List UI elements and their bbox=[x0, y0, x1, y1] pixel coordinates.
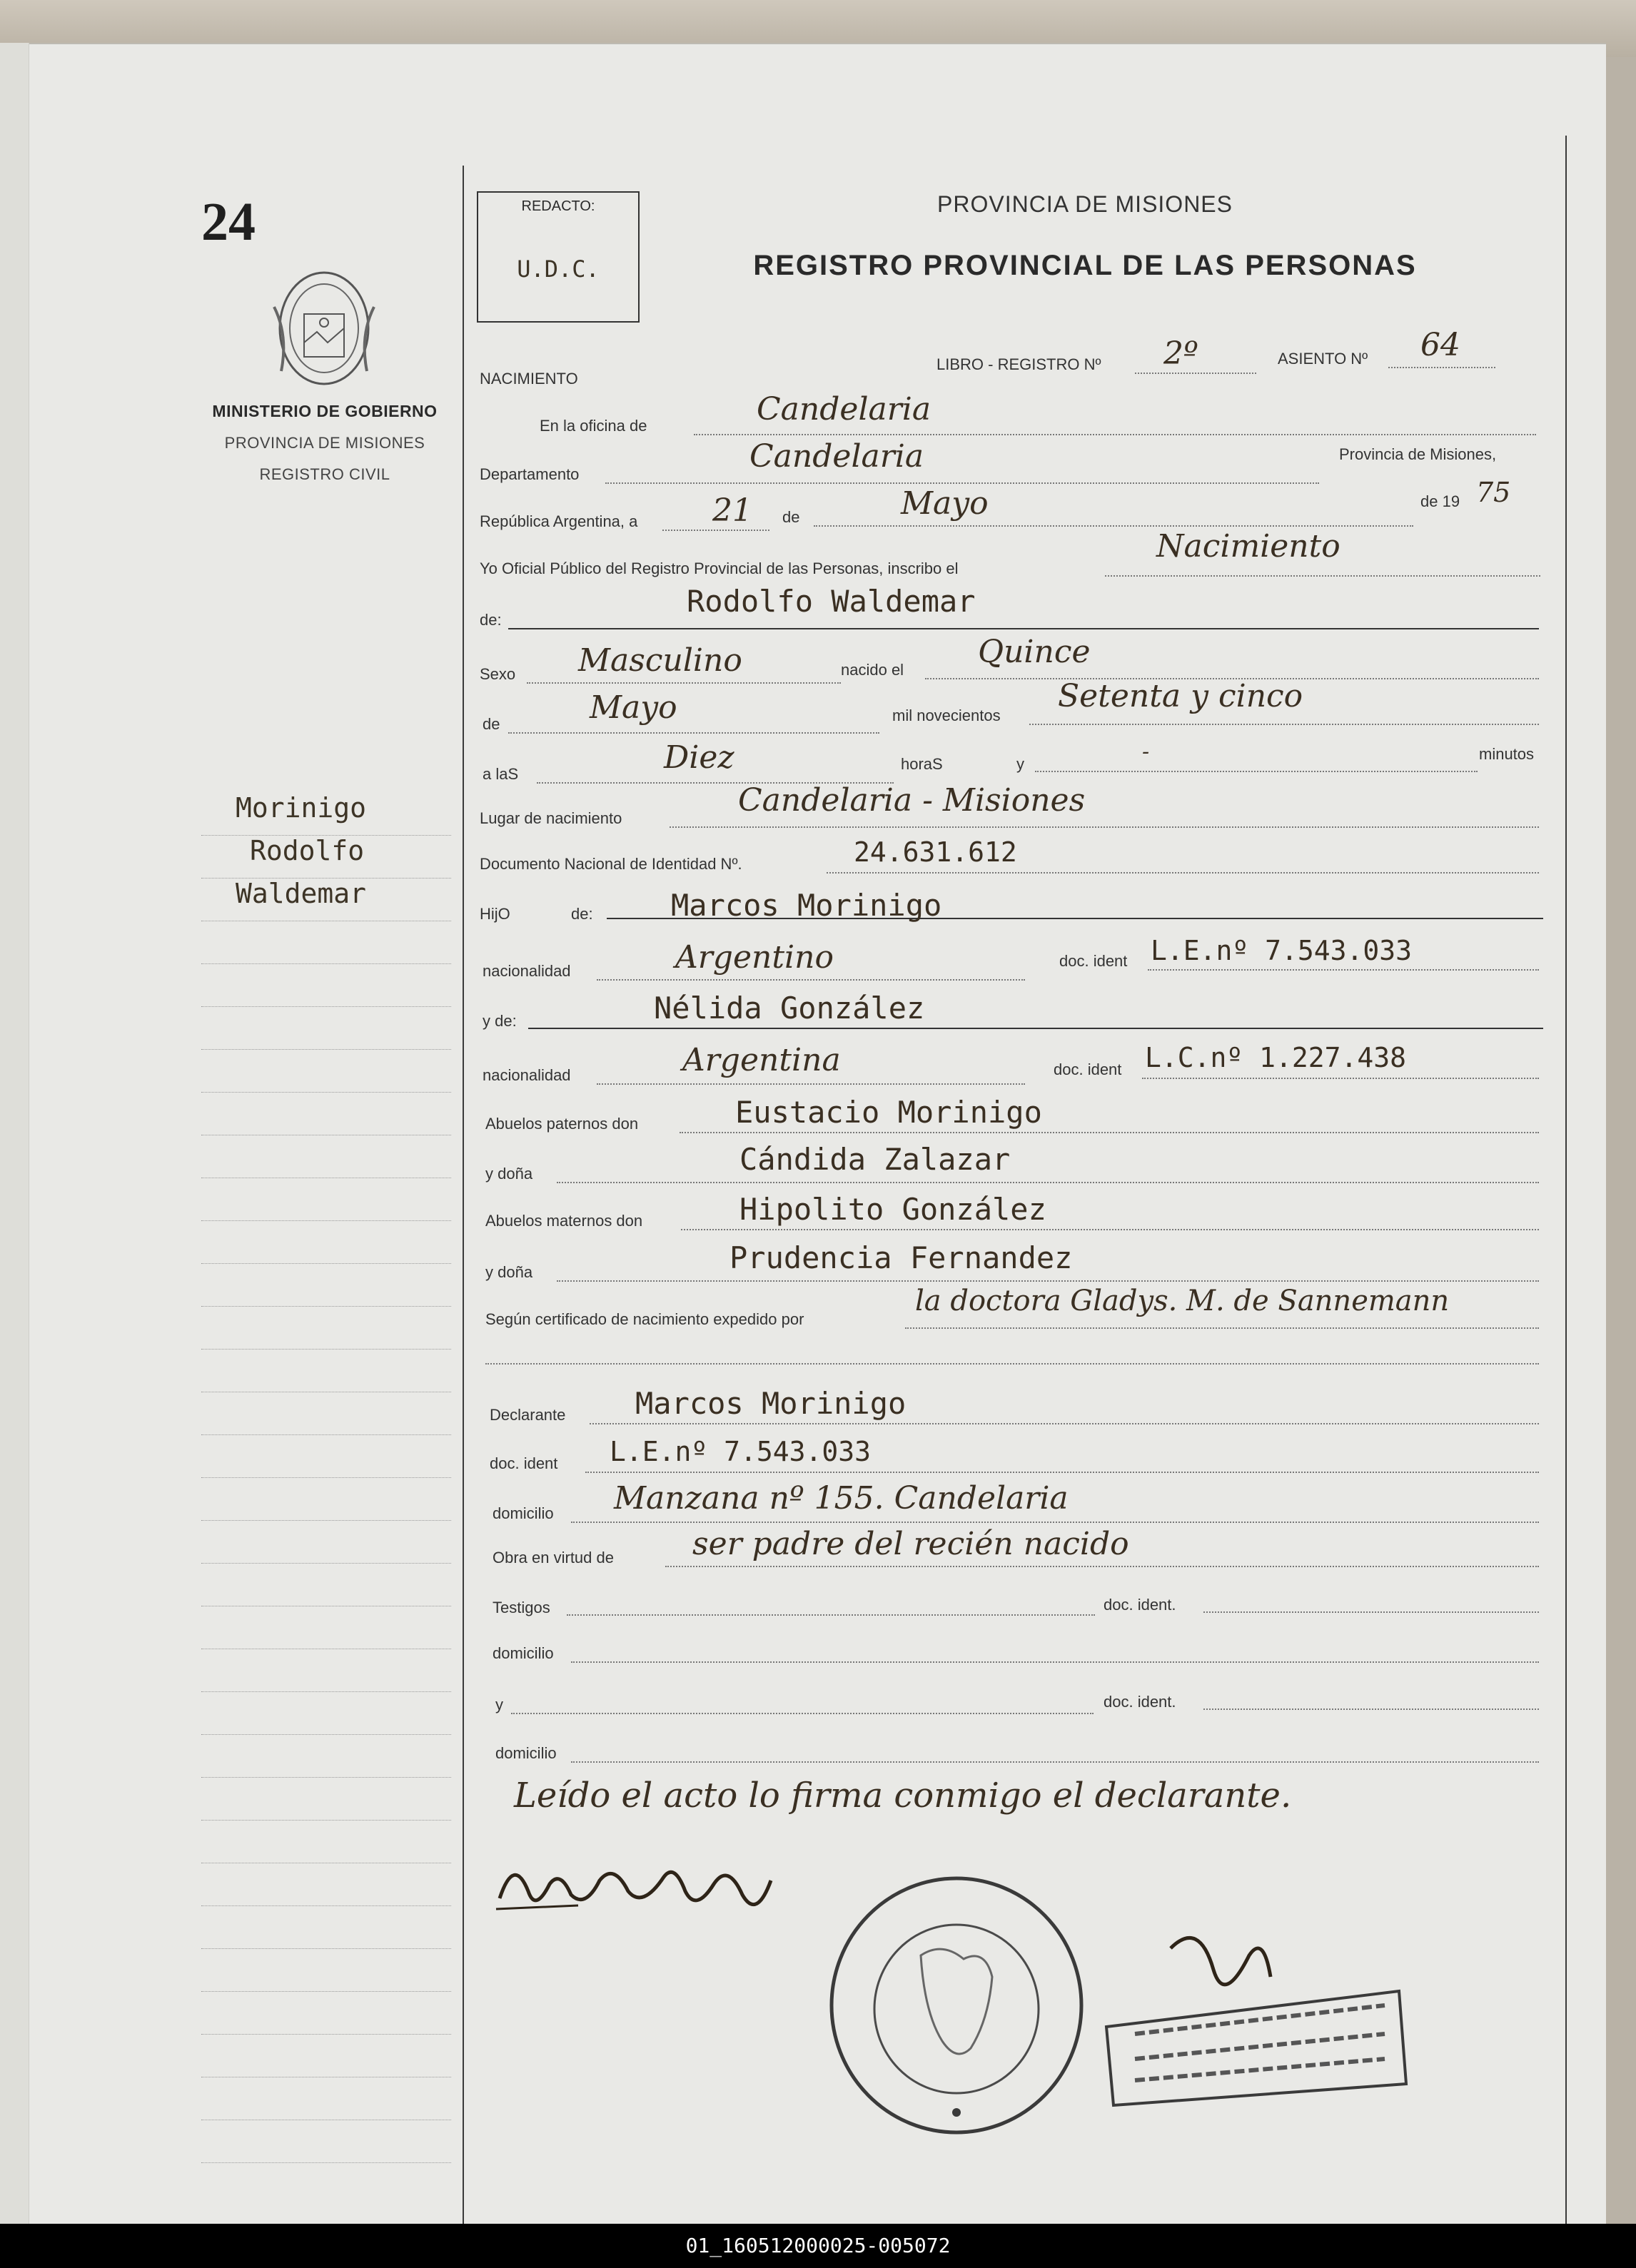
abuela-mat-value: Prudencia Fernandez bbox=[729, 1240, 1073, 1275]
declarant-signature bbox=[493, 1841, 792, 1938]
y2-doc-line bbox=[1203, 1708, 1539, 1710]
madre-nac-label: nacionalidad bbox=[483, 1066, 571, 1084]
horas-value: Diez bbox=[664, 739, 734, 776]
margin-rule bbox=[201, 1049, 451, 1050]
madre-doc-line bbox=[1142, 1078, 1539, 1079]
margin-rule bbox=[201, 1948, 451, 1949]
minutos-label: minutos bbox=[1479, 745, 1535, 763]
nombre-line bbox=[508, 628, 1539, 629]
testigos-line bbox=[567, 1614, 1095, 1616]
dia-line bbox=[662, 530, 769, 531]
mes-line bbox=[814, 525, 1413, 527]
declarante-doc-value: L.E.nº 7.543.033 bbox=[610, 1436, 872, 1467]
domicilio3-label: domicilio bbox=[495, 1744, 557, 1762]
madre-doc-value: L.C.nº 1.227.438 bbox=[1145, 1042, 1407, 1073]
form-right-border bbox=[1565, 136, 1567, 2224]
obra-value: ser padre del recién nacido bbox=[692, 1526, 1129, 1562]
certificado-value: la doctora Gladys. M. de Sannemann bbox=[915, 1285, 1450, 1317]
mes2-value: Mayo bbox=[590, 689, 677, 726]
sexo-value: Masculino bbox=[578, 642, 742, 679]
registrar-stamp-icon bbox=[1092, 1927, 1413, 2116]
de-label: de bbox=[782, 508, 800, 526]
padre-doc-value: L.E.nº 7.543.033 bbox=[1151, 935, 1413, 966]
nacido-value: Quince bbox=[978, 634, 1091, 670]
de-mes-label: de bbox=[483, 715, 500, 733]
alas-label: a la bbox=[483, 765, 508, 783]
domicilio-value: Manzana nº 155. Candelaria bbox=[614, 1480, 1069, 1517]
y2-line bbox=[511, 1713, 1094, 1714]
hijo-de-label: de: bbox=[571, 905, 593, 923]
testigos-doc-label: doc. ident. bbox=[1104, 1596, 1176, 1614]
nombre-de-label: de: bbox=[480, 611, 502, 629]
libro-label: LIBRO - REGISTRO Nº bbox=[936, 355, 1101, 373]
margin-rule bbox=[201, 1306, 451, 1307]
asiento-value: 64 bbox=[1420, 327, 1460, 363]
registry-heading: REGISTRO PROVINCIAL DE LAS PERSONAS bbox=[753, 250, 1417, 281]
domicilio-label: domicilio bbox=[493, 1504, 554, 1522]
lugar-label: Lugar de nacimiento bbox=[480, 809, 622, 827]
asiento-label: ASIENTO Nº bbox=[1278, 350, 1368, 368]
mes2-line bbox=[508, 732, 879, 734]
oficina-label: En la oficina de bbox=[540, 417, 647, 435]
anio-letras-line bbox=[1029, 724, 1539, 725]
margin-rule bbox=[201, 1777, 451, 1778]
document-page bbox=[0, 43, 1606, 2225]
horas-suffix: S bbox=[932, 755, 943, 773]
anio-letras-value: Setenta y cinco bbox=[1058, 678, 1303, 714]
margin-rule bbox=[201, 1092, 451, 1093]
domicilio3-line bbox=[571, 1761, 1539, 1763]
margin-rule bbox=[201, 835, 451, 836]
dni-line bbox=[827, 872, 1539, 874]
ministry-subtitle-registry: REGISTRO CIVIL bbox=[259, 465, 390, 483]
nacimiento-label: NACIMIENTO bbox=[480, 370, 578, 388]
abuela-mat-line bbox=[557, 1280, 1539, 1282]
dia-value: 21 bbox=[712, 492, 752, 529]
lugar-line bbox=[670, 826, 1539, 828]
ministry-subtitle-province: PROVINCIA DE MISIONES bbox=[224, 434, 425, 452]
sexo-line bbox=[527, 682, 841, 684]
provincial-crest-icon bbox=[260, 264, 388, 396]
madre-nac-line bbox=[597, 1083, 1025, 1085]
declarante-label: Declarante bbox=[490, 1406, 566, 1424]
testigos-doc-line bbox=[1203, 1611, 1539, 1613]
margin-rule bbox=[201, 1820, 451, 1821]
minutos-value: - bbox=[1142, 739, 1150, 764]
declarante-line bbox=[590, 1423, 1539, 1424]
madre-nac-value: Argentina bbox=[682, 1042, 841, 1078]
minutos-line bbox=[1035, 771, 1478, 772]
libro-value: 2º bbox=[1163, 335, 1198, 372]
registry-round-stamp-icon bbox=[821, 1870, 1092, 2145]
departamento-label: Departamento bbox=[480, 465, 580, 483]
departamento-line bbox=[605, 482, 1319, 484]
nombre-value: Rodolfo Waldemar bbox=[687, 584, 976, 619]
anio-value: 75 bbox=[1476, 477, 1511, 508]
abuelo-mat-line bbox=[681, 1229, 1539, 1230]
margin-note-firstname: Rodolfo bbox=[250, 835, 365, 866]
margin-rule bbox=[201, 878, 451, 879]
abuela-mat-label: y doña bbox=[485, 1263, 533, 1281]
oficina-value: Candelaria bbox=[757, 391, 931, 427]
oficina-line bbox=[694, 434, 1536, 435]
page-number: 24 bbox=[201, 192, 256, 252]
margin-rule bbox=[201, 1349, 451, 1350]
margin-rule bbox=[201, 1734, 451, 1735]
redacto-label: REDACTO: bbox=[521, 198, 595, 214]
madre-value: Nélida González bbox=[654, 991, 925, 1026]
segun-label: Según certificado de nacimiento expedido por bbox=[485, 1310, 804, 1328]
y2-label: y bbox=[495, 1696, 503, 1713]
madre-de-label: y de: bbox=[483, 1012, 517, 1030]
scan-id-footer: 01_160512000025-005072 bbox=[0, 2224, 1636, 2268]
margin-rule bbox=[201, 1477, 451, 1478]
abuelos-pat-label: Abuelos paternos don bbox=[485, 1115, 639, 1133]
padre-nac-value: Argentino bbox=[675, 939, 834, 976]
redacto-value: U.D.C. bbox=[517, 255, 600, 283]
madre-line bbox=[528, 1028, 1543, 1029]
mes-value: Mayo bbox=[901, 485, 989, 522]
margin-rule bbox=[201, 1220, 451, 1221]
ministry-title: MINISTERIO DE GOBIERNO bbox=[212, 402, 438, 420]
margin-rule bbox=[201, 1263, 451, 1264]
mil-novecientos-label: mil novecientos bbox=[892, 707, 1001, 724]
margin-rule bbox=[201, 2034, 451, 2035]
margin-rule bbox=[201, 1520, 451, 1521]
blank-line bbox=[485, 1363, 1539, 1365]
asiento-line bbox=[1388, 367, 1495, 368]
dni-value: 24.631.612 bbox=[854, 836, 1017, 868]
libro-line bbox=[1135, 373, 1256, 374]
declarante-value: Marcos Morinigo bbox=[635, 1386, 907, 1421]
certificado-line bbox=[905, 1327, 1539, 1329]
anio-prefix: de 19 bbox=[1420, 492, 1460, 510]
y-label: y bbox=[1016, 755, 1024, 773]
domicilio2-line bbox=[571, 1661, 1539, 1663]
obra-line bbox=[665, 1566, 1539, 1567]
lugar-value: Candelaria - Misiones bbox=[738, 782, 1086, 819]
closing-statement: Leído el acto lo firma conmigo el declarante. bbox=[514, 1776, 1292, 1816]
padre-doc-label: doc. ident bbox=[1059, 952, 1128, 970]
dni-label: Documento Nacional de Identidad Nº. bbox=[480, 855, 742, 873]
margin-rule bbox=[201, 1991, 451, 1992]
abuelos-mat-label: Abuelos maternos don bbox=[485, 1212, 643, 1230]
acto-line bbox=[1105, 575, 1540, 577]
alas-suffix: S bbox=[508, 765, 519, 783]
margin-rule bbox=[201, 1434, 451, 1435]
domicilio-line bbox=[571, 1522, 1539, 1523]
margin-rule bbox=[201, 1563, 451, 1564]
declarante-doc-line bbox=[585, 1472, 1539, 1473]
declarante-doc-label: doc. ident bbox=[490, 1454, 558, 1472]
hijo-label: Hij bbox=[480, 905, 498, 923]
provincia-label: Provincia de Misiones, bbox=[1339, 445, 1497, 463]
acto-value: Nacimiento bbox=[1156, 528, 1340, 565]
oficial-label: Yo Oficial Público del Registro Provincial de las Personas, inscribo el bbox=[480, 560, 959, 577]
margin-rule bbox=[201, 963, 451, 964]
y2-doc-label: doc. ident. bbox=[1104, 1693, 1176, 1711]
padre-value: Marcos Morinigo bbox=[671, 888, 942, 923]
republica-label: República Argentina, a bbox=[480, 512, 638, 530]
abuelo-pat-line bbox=[680, 1132, 1539, 1133]
margin-rule bbox=[201, 1006, 451, 1007]
abuelo-pat-value: Eustacio Morinigo bbox=[735, 1095, 1042, 1130]
nacido-label: nacido el bbox=[841, 661, 904, 679]
madre-doc-label: doc. ident bbox=[1054, 1060, 1122, 1078]
abuelo-mat-value: Hipolito González bbox=[739, 1192, 1046, 1227]
margin-note-middlename: Waldemar bbox=[236, 878, 367, 909]
padre-nac-line bbox=[597, 979, 1025, 981]
margin-rule bbox=[201, 1905, 451, 1906]
page-edge bbox=[0, 43, 29, 2224]
abuela-pat-line bbox=[557, 1182, 1539, 1183]
domicilio2-label: domicilio bbox=[493, 1644, 554, 1662]
margin-rule bbox=[201, 1691, 451, 1692]
obra-label: Obra en virtud de bbox=[493, 1549, 614, 1566]
padre-nac-label: nacionalidad bbox=[483, 962, 571, 980]
abuela-pat-value: Cándida Zalazar bbox=[739, 1142, 1011, 1177]
redacto-box bbox=[477, 191, 640, 323]
abuela-pat-label: y doña bbox=[485, 1165, 533, 1183]
sexo-label: Sexo bbox=[480, 665, 516, 683]
margin-rule bbox=[201, 2162, 451, 2163]
departamento-value: Candelaria bbox=[749, 438, 924, 475]
padre-doc-line bbox=[1148, 969, 1539, 971]
testigos-label: Testigos bbox=[493, 1599, 550, 1616]
horas-label: hora bbox=[901, 755, 933, 773]
form-left-border bbox=[463, 166, 464, 2224]
province-heading: PROVINCIA DE MISIONES bbox=[937, 191, 1233, 217]
margin-note-surname: Morinigo bbox=[236, 792, 367, 824]
hijo-suffix: O bbox=[498, 905, 510, 923]
